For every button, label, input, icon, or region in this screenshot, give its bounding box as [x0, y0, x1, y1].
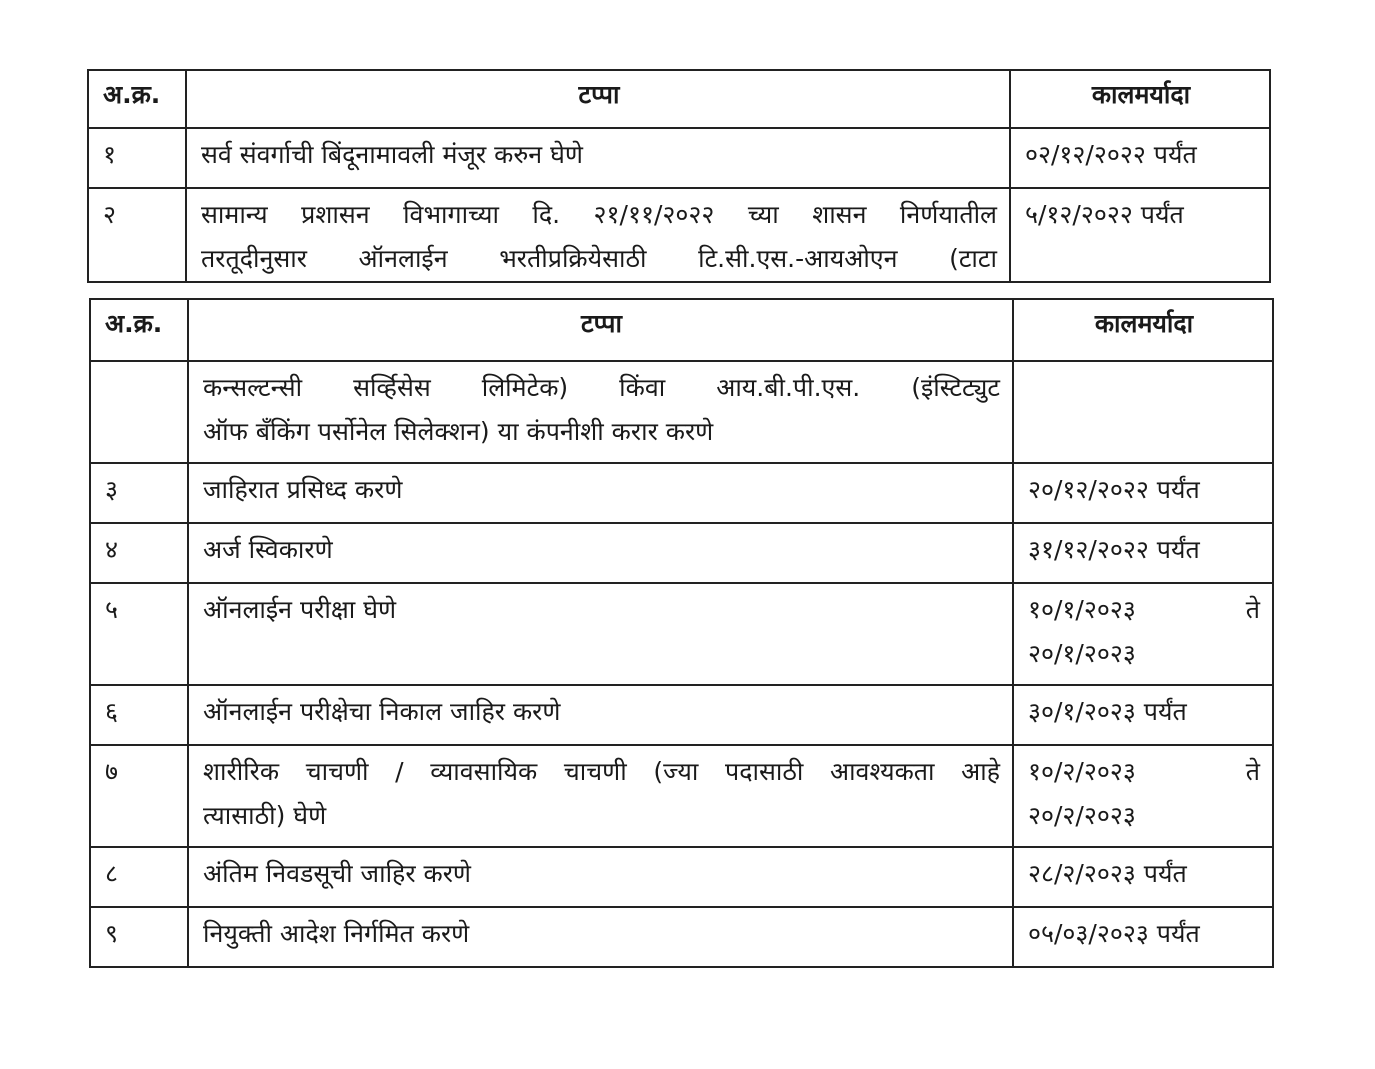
header-step: टप्पा [188, 299, 1013, 361]
table-row [90, 745, 1273, 847]
table-row [90, 523, 1273, 583]
schedule-table-1 [87, 69, 1271, 283]
table-row [88, 188, 1270, 282]
deadline-range-start [1028, 588, 1260, 632]
deadline-cell: ३१/१२/२०२२ पर्यंत [1013, 523, 1273, 583]
table-row [90, 907, 1273, 967]
deadline-to-word: ते [1245, 595, 1260, 624]
deadline-cell [1013, 361, 1273, 463]
deadline-cell: ०५/०३/२०२३ पर्यंत [1013, 907, 1273, 967]
step-line: तरतूदीनुसार ऑनलाईन भरतीप्रक्रियेसाठी टि.सी.एस.-आयओएन (टाटा [201, 244, 997, 273]
deadline-to: २०/२/२०२३ [1028, 801, 1136, 830]
deadline-cell: ३०/१/२०२३ पर्यंत [1013, 685, 1273, 745]
deadline-cell [1013, 583, 1273, 685]
step-cell: जाहिरात प्रसिध्द करणे [188, 463, 1013, 523]
sr-cell: ४ [90, 523, 188, 583]
table-header-row [90, 299, 1273, 361]
deadline-range-start [1028, 750, 1260, 794]
table-row [90, 685, 1273, 745]
step-cell: ऑनलाईन परीक्षेचा निकाल जाहिर करणे [188, 685, 1013, 745]
schedule-table-2 [89, 298, 1274, 968]
sr-cell: ८ [90, 847, 188, 907]
table-row [88, 128, 1270, 188]
step-cell: अर्ज स्विकारणे [188, 523, 1013, 583]
table-header-row [88, 70, 1270, 128]
sr-cell: ७ [90, 745, 188, 847]
header-deadline: कालमर्यादा [1013, 299, 1273, 361]
sr-cell: ९ [90, 907, 188, 967]
step-cell [188, 745, 1013, 847]
header-sr-no: अ.क्र. [90, 299, 188, 361]
sr-cell: ५ [90, 583, 188, 685]
header-step: टप्पा [186, 70, 1010, 128]
table-row [90, 361, 1273, 463]
header-sr-no: अ.क्र. [88, 70, 186, 128]
step-line: कन्सल्टन्सी सर्व्हिसेस लिमिटेक) किंवा आय.बी.पी.एस. (इंस्टिट्युट [203, 373, 1000, 402]
table-row [90, 463, 1273, 523]
step-line: शारीरिक चाचणी / व्यावसायिक चाचणी (ज्या पदासाठी आवश्यकता आहे [203, 757, 1000, 786]
deadline-to: २०/१/२०२३ [1028, 639, 1136, 668]
sr-cell [90, 361, 188, 463]
step-cell: सर्व संवर्गाची बिंदूनामावली मंजूर करुन घेणे [186, 128, 1010, 188]
deadline-to-word: ते [1245, 757, 1260, 786]
table-row [90, 583, 1273, 685]
deadline-from: १०/१/२०२३ [1028, 595, 1136, 624]
step-cell: अंतिम निवडसूची जाहिर करणे [188, 847, 1013, 907]
step-cell [186, 188, 1010, 282]
sr-cell: ३ [90, 463, 188, 523]
header-deadline: कालमर्यादा [1010, 70, 1270, 128]
sr-cell: ६ [90, 685, 188, 745]
deadline-cell: २८/२/२०२३ पर्यंत [1013, 847, 1273, 907]
sr-cell: १ [88, 128, 186, 188]
deadline-cell: २०/१२/२०२२ पर्यंत [1013, 463, 1273, 523]
step-cell: नियुक्ती आदेश निर्गमित करणे [188, 907, 1013, 967]
deadline-cell [1013, 745, 1273, 847]
step-cell [188, 361, 1013, 463]
sr-cell: २ [88, 188, 186, 282]
deadline-cell: ५/१२/२०२२ पर्यंत [1010, 188, 1270, 282]
step-cell: ऑनलाईन परीक्षा घेणे [188, 583, 1013, 685]
table-row [90, 847, 1273, 907]
step-line: ऑफ बँकिंग पर्सोनेल सिलेक्शन) या कंपनीशी करार करणे [203, 417, 714, 446]
deadline-cell: ०२/१२/२०२२ पर्यंत [1010, 128, 1270, 188]
deadline-from: १०/२/२०२३ [1028, 757, 1136, 786]
step-line: सामान्य प्रशासन विभागाच्या दि. २१/११/२०२२ च्या शासन निर्णयातील [201, 200, 997, 229]
step-line: त्यासाठी) घेणे [203, 801, 327, 830]
